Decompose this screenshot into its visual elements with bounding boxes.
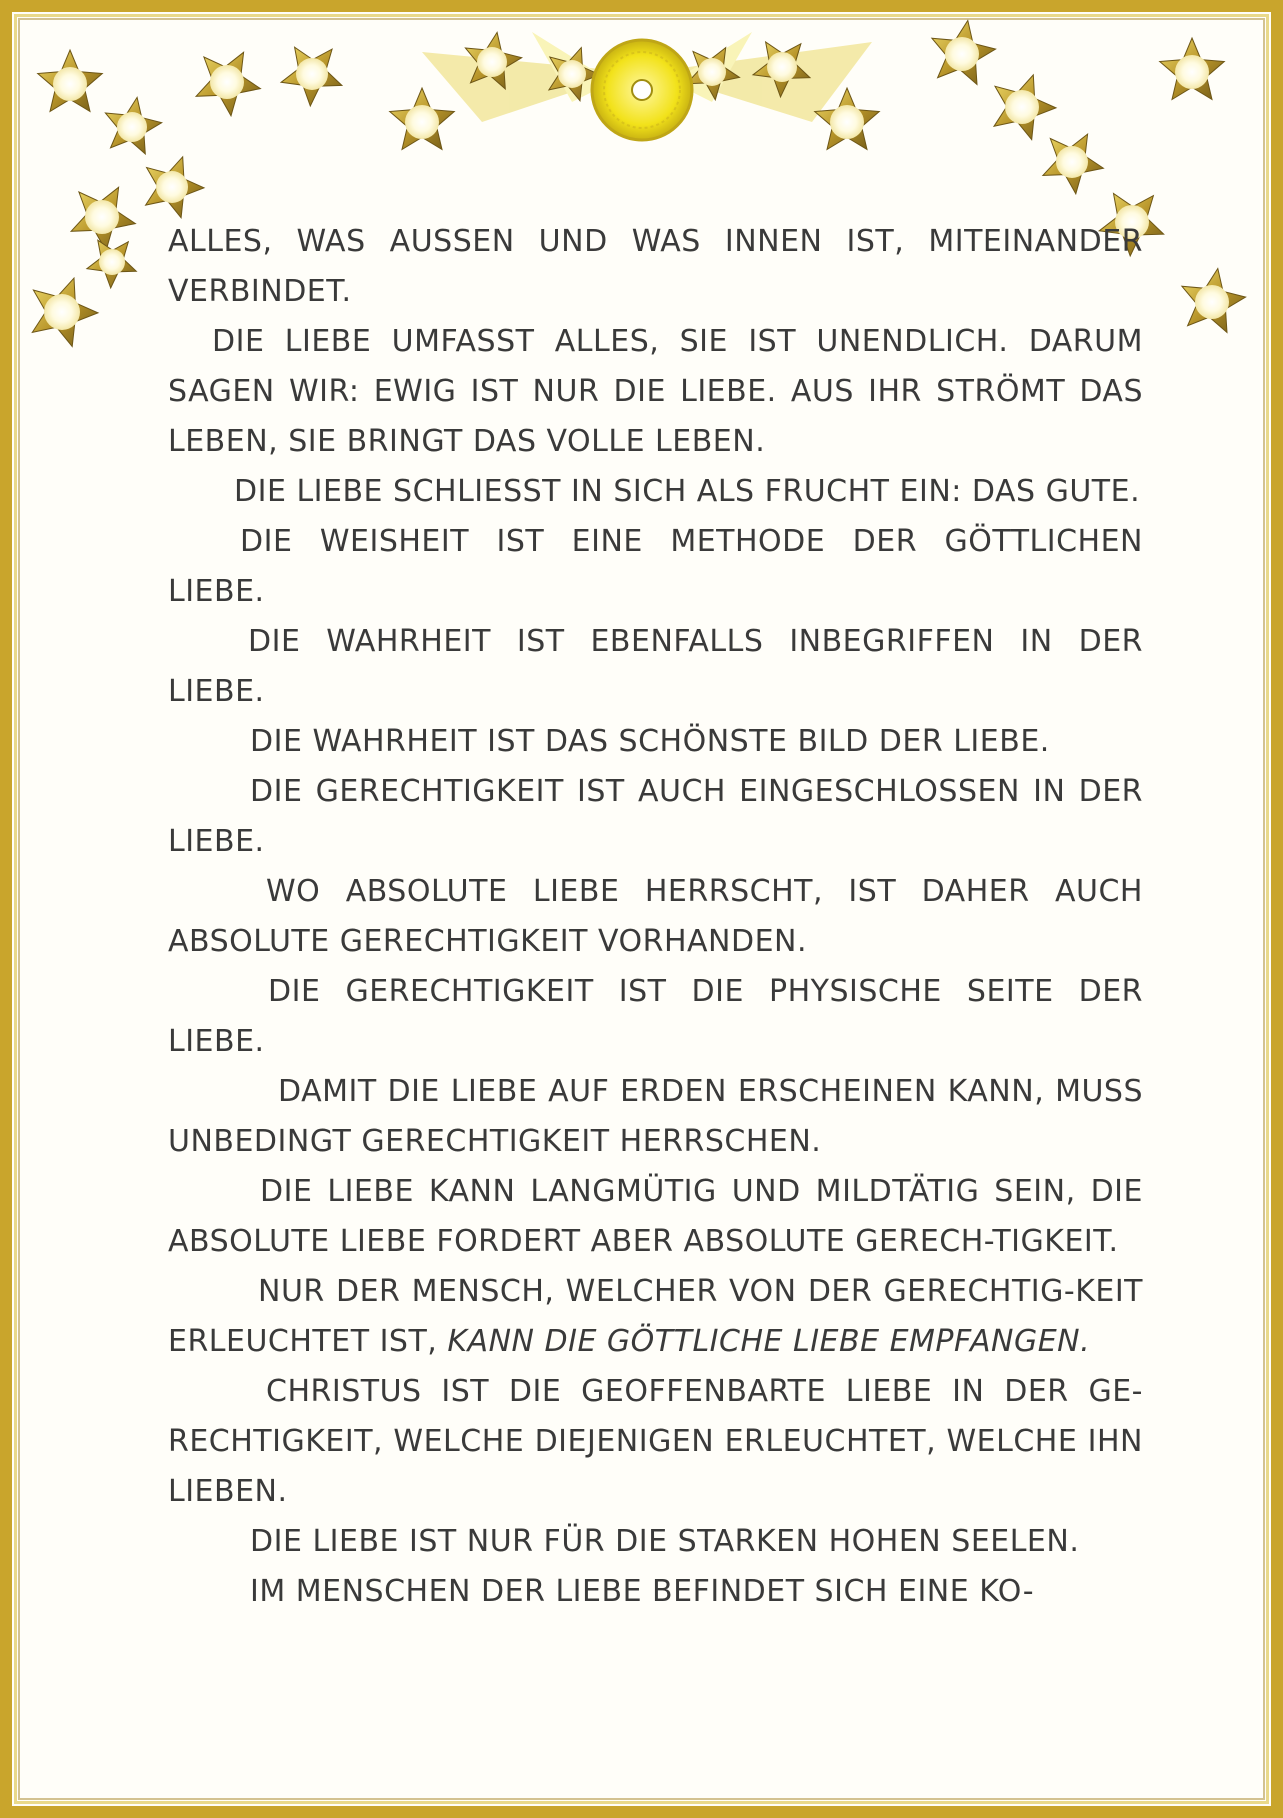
- paragraph-text: NUR DER MENSCH, WELCHER VON DER GERECHTIG-KEIT ERLEUCHTET IST,: [168, 1274, 1143, 1359]
- star-icon: [146, 157, 204, 218]
- paragraph-text: DIE WAHRHEIT IST EBENFALLS INBEGRIFFEN IN DER LIEBE.: [168, 624, 1143, 709]
- paragraph: [168, 1067, 1143, 1167]
- paragraph-text: DIE LIEBE SCHLIESST IN SICH ALS FRUCHT EIN: DAS GUTE.: [234, 474, 1141, 509]
- paragraph-text: DAMIT DIE LIEBE AUF ERDEN ERSCHEINEN KANN, MUSS UNBEDINGT GERECHTIGKEIT HERRSCHEN.: [168, 1074, 1143, 1159]
- paragraph: [168, 1267, 1143, 1367]
- sun-icon: [592, 40, 692, 140]
- paragraph: [168, 967, 1143, 1067]
- paragraph: [168, 767, 1143, 867]
- paragraph: [168, 517, 1143, 617]
- star-icon: [932, 21, 996, 85]
- paragraph-text: CHRISTUS IST DIE GEOFFENBARTE LIEBE IN DER GE-RECHTIGKEIT, WELCHE DIEJENIGEN ERLEUCHTET, WELCHE IHN LIEBEN.: [168, 1374, 1143, 1509]
- paragraph: [168, 1517, 1143, 1567]
- star-icon: [1182, 269, 1246, 333]
- star-icon: [1160, 38, 1225, 100]
- star-icon: [38, 50, 103, 112]
- paragraph: [168, 867, 1143, 967]
- paragraph: [168, 617, 1143, 717]
- star-icon: [105, 97, 161, 153]
- star-icon: [196, 52, 260, 116]
- star-icon: [1043, 134, 1104, 194]
- paragraph: [168, 317, 1143, 467]
- paragraph: [168, 217, 1143, 317]
- paragraph-text: DIE LIEBE IST NUR FÜR DIE STARKEN HOHEN SEELEN.: [250, 1524, 1080, 1559]
- star-icon: [390, 88, 455, 150]
- paragraph-text: WO ABSOLUTE LIEBE HERRSCHT, IST DAHER AUCH ABSOLUTE GERECHTIGKEIT VORHANDEN.: [168, 874, 1143, 959]
- paragraph: [168, 717, 1143, 767]
- star-icon: [281, 47, 342, 106]
- paragraph-text: DIE GERECHTIGKEIT IST DIE PHYSISCHE SEITE DER LIEBE.: [168, 974, 1143, 1059]
- paragraph: [168, 1567, 1143, 1617]
- paragraph-text: DIE LIEBE KANN LANGMÜTIG UND MILDTÄTIG SEIN, DIE ABSOLUTE LIEBE FORDERT ABER ABSOLUTE GERECH-TIGKEIT.: [168, 1174, 1143, 1259]
- paragraph-text: DIE WEISHEIT IST EINE METHODE DER GÖTTLICHEN LIEBE.: [168, 524, 1143, 609]
- paragraph: [168, 1167, 1143, 1267]
- paragraph: [168, 1367, 1143, 1517]
- document-text: [168, 217, 1143, 1617]
- star-icon: [32, 278, 98, 346]
- paragraph-text: DIE LIEBE UMFASST ALLES, SIE IST UNENDLICH. DARUM SAGEN WIR: EWIG IST NUR DIE LIEBE. AUS IHR STRÖMT DAS LEBEN, SIE BRINGT DAS VOLLE LEBEN.: [168, 324, 1143, 459]
- star-icon: [994, 75, 1056, 140]
- paragraph-emphasis: KANN DIE GÖTTLICHE LIEBE EMPFANGEN.: [447, 1324, 1091, 1359]
- paragraph: [168, 467, 1143, 517]
- star-icon: [71, 187, 135, 251]
- paragraph-text: ALLES, WAS AUSSEN UND WAS INNEN IST, MITEINANDER VERBINDET.: [168, 224, 1143, 309]
- paragraph-text: IM MENSCHEN DER LIEBE BEFINDET SICH EINE KO-: [250, 1574, 1035, 1609]
- paragraph-text: DIE WAHRHEIT IST DAS SCHÖNSTE BILD DER LIEBE.: [250, 724, 1050, 759]
- paragraph-text: DIE GERECHTIGKEIT IST AUCH EINGESCHLOSSEN IN DER LIEBE.: [168, 774, 1143, 859]
- star-icon: [87, 240, 136, 288]
